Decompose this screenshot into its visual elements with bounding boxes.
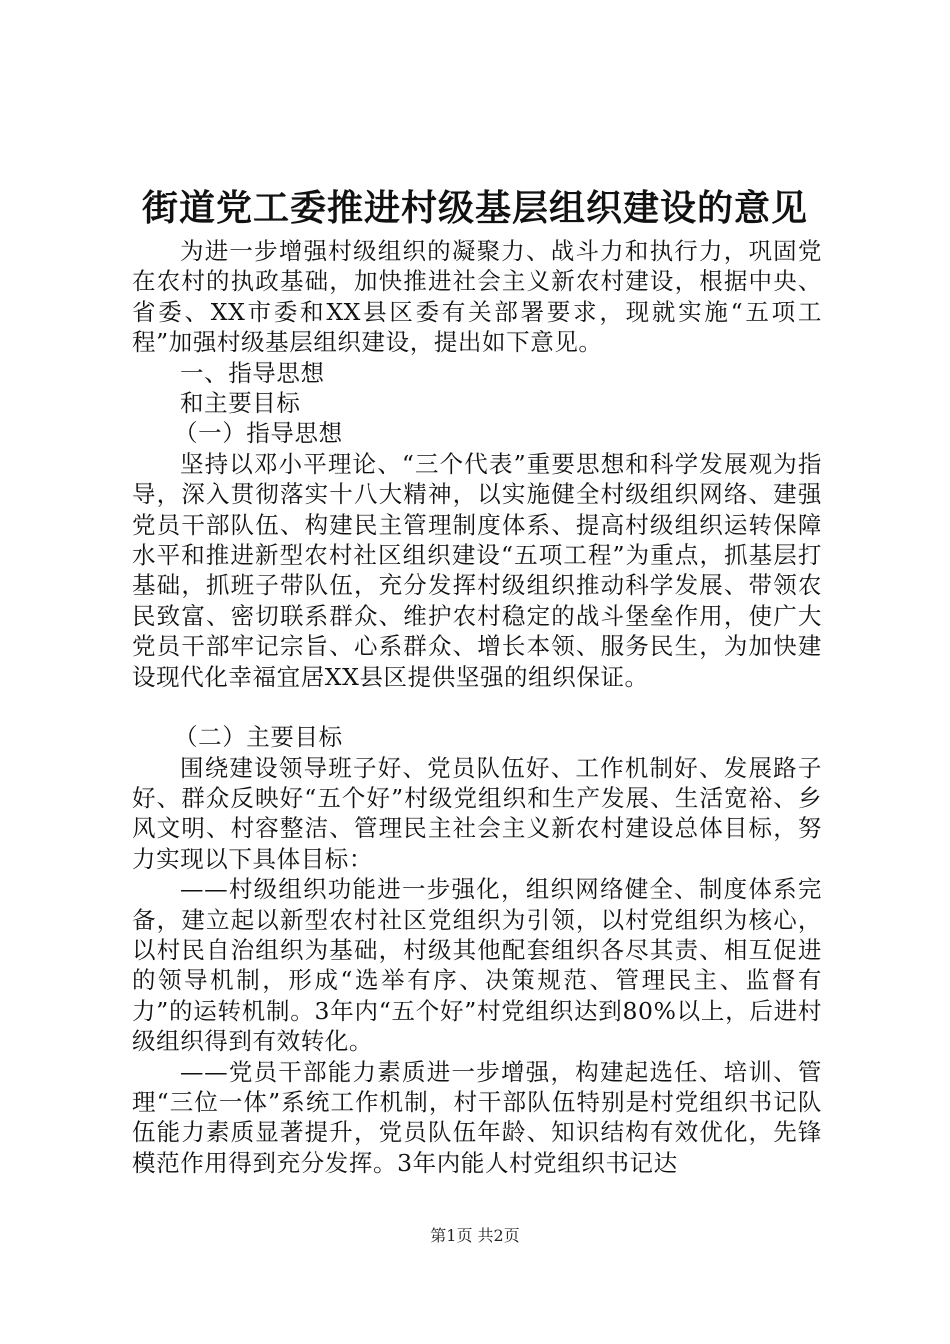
paragraph-goal-cadres: ——党员干部能力素质进一步增强，构建起选任、培训、管理“三位一体”系统工作机制，村干部队伍特别是村党组织书记队伍能力素质显著提升，党员队伍年龄、知识结构有效优化，先锋模范作用得到充分发挥。3年内能人村党组织书记达 [132,1057,822,1177]
document-title: 街道党工委推进村级基层组织建设的意见 [141,187,808,229]
paragraph-main-goals: 围绕建设领导班子好、党员队伍好、工作机制好、发展路子好、群众反映好“五个好”村级党组织和生产发展、生活宽裕、乡风文明、村容整洁、管理民主社会主义新农村建设总体目标，努力实现以下具体目标： [132,753,822,873]
subheading-main-goals: （二）主要目标 [174,723,343,752]
paragraph-intro: 为进一步增强村级组织的凝聚力、战斗力和执行力，巩固党在农村的执政基础，加快推进社会主义新农村建设，根据中央、省委、XX市委和XX县区委有关部署要求，现就实施“五项工程”加强村级基层组织建设，提出如下意见。 [132,237,822,357]
subheading-guiding-thought: （一）指导思想 [174,419,343,448]
paragraph-goal-organization: ——村级组织功能进一步强化，组织网络健全、制度体系完备，建立起以新型农村社区党组织为引领，以村党组织为核心，以村民自治组织为基础，村级其他配套组织各尽其责、相互促进的领导机制，形成“选举有序、决策规范、管理民主、监督有力”的运转机制。3年内“五个好”村党组织达到80%以上，后进村级组织得到有效转化。 [132,875,822,1056]
page-number: 第1页 共2页 [430,1226,520,1245]
paragraph-guiding-thought: 坚持以邓小平理论、“三个代表”重要思想和科学发展观为指导，深入贯彻落实十八大精神，以实施健全村级组织网络、建强党员干部队伍、构建民主管理制度体系、提高村级组织运转保障水平和推进新型农村社区组织建设“五项工程”为重点，抓基层打基础，抓班子带队伍，充分发挥村级组织推动科学发展、带领农民致富、密切联系群众、维护农村稳定的战斗堡垒作用，使广大党员干部牢记宗旨、心系群众、增长本领、服务民生，为加快建设现代化幸福宜居XX县区提供坚强的组织保证。 [132,449,822,691]
document-body [132,236,822,1178]
heading-main-goals-cont: 和主要目标 [180,389,301,418]
heading-guiding-thought: 一、指导思想 [180,358,325,387]
paragraph-gap [132,692,822,722]
